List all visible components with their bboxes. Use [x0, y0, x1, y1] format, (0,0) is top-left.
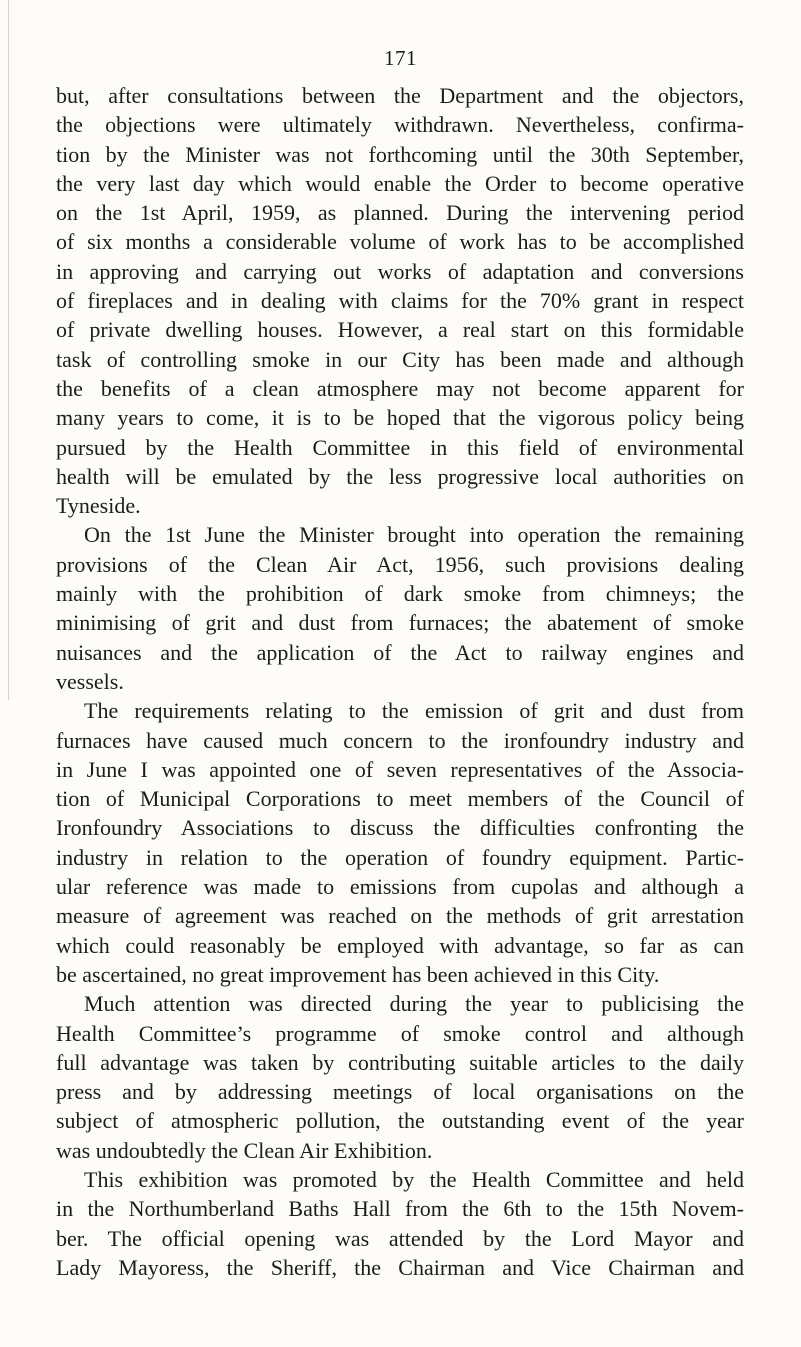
paragraph [56, 989, 744, 1165]
text-line: in the Northumberland Baths Hall from the 6th to the 15th Novem- [56, 1196, 744, 1222]
text-line: on the 1st April, 1959, as planned. During the intervening period [56, 200, 744, 226]
text-line: press and by addressing meetings of local organisations on the [56, 1079, 744, 1105]
text-line: tion of Municipal Corporations to meet members of the Council of [56, 786, 744, 812]
text-line: was undoubtedly the Clean Air Exhibition. [56, 1137, 433, 1163]
text-line: the benefits of a clean atmosphere may not become apparent for [56, 375, 744, 401]
text-line: many years to come, it is to be hoped that the vigorous policy being [56, 405, 744, 431]
text-line: health will be emulated by the less progressive local authorities on [56, 463, 744, 489]
text-line: the very last day which would enable the Order to become operative [56, 170, 744, 196]
text-line: which could reasonably be employed with advantage, so far as can [56, 932, 744, 958]
text-line: Tyneside. [56, 493, 141, 519]
text-line: tion by the Minister was not forthcoming until the 30th September, [56, 141, 744, 167]
page-edge-shadow [8, 0, 9, 700]
text-line: of fireplaces and in dealing with claims for the 70% grant in respect [56, 288, 744, 314]
text-line: Ironfoundry Associations to discuss the difficulties confronting the [56, 815, 744, 841]
text-line: This exhibition was promoted by the Health Committee and held [84, 1166, 744, 1192]
text-line: in June I was appointed one of seven representatives of the Associa- [56, 756, 744, 782]
text-line: be ascertained, no great improvement has been achieved in this City. [56, 961, 660, 987]
text-line: pursued by the Health Committee in this field of environmental [56, 434, 744, 460]
text-line: mainly with the prohibition of dark smoke from chimneys; the [56, 581, 744, 607]
text-line: the objections were ultimately withdrawn. Nevertheless, confirma- [56, 112, 744, 138]
paragraph [56, 81, 744, 520]
text-line: minimising of grit and dust from furnaces; the abatement of smoke [56, 610, 744, 636]
text-line: of private dwelling houses. However, a real start on this formidable [56, 317, 744, 343]
paragraph [56, 1165, 744, 1282]
text-line: but, after consultations between the Department and the objectors, [56, 83, 744, 108]
text-line: The requirements relating to the emission of grit and dust from [84, 698, 744, 724]
paragraph [56, 696, 744, 989]
text-line: furnaces have caused much concern to the ironfoundry industry and [56, 727, 744, 753]
text-line: provisions of the Clean Air Act, 1956, such provisions dealing [56, 551, 744, 577]
text-line: vessels. [56, 668, 124, 694]
text-line: full advantage was taken by contributing suitable articles to the daily [56, 1049, 744, 1075]
text-line: Much attention was directed during the year to publicising the [84, 991, 744, 1017]
text-line: Lady Mayoress, the Sheriff, the Chairman and Vice Chairman and [56, 1254, 744, 1280]
text-line: task of controlling smoke in our City has been made and although [56, 346, 744, 372]
text-line: subject of atmospheric pollution, the outstanding event of the year [56, 1108, 744, 1134]
paragraph [56, 520, 744, 696]
body-text [56, 81, 744, 1282]
text-line: ber. The official opening was attended by the Lord Mayor and [56, 1225, 744, 1251]
text-line: nuisances and the application of the Act to railway engines and [56, 639, 744, 665]
text-line: measure of agreement was reached on the methods of grit arrestation [56, 903, 744, 929]
text-line: of six months a considerable volume of work has to be accomplished [56, 229, 744, 255]
text-line: ular reference was made to emissions from cupolas and although a [56, 874, 744, 900]
text-line: industry in relation to the operation of foundry equipment. Partic- [56, 844, 744, 870]
text-line: On the 1st June the Minister brought into operation the remaining [84, 522, 744, 548]
text-line: Health Committee’s programme of smoke control and although [56, 1020, 744, 1046]
text-line: in approving and carrying out works of adaptation and conversions [56, 258, 744, 284]
page-number: 171 [384, 46, 417, 70]
